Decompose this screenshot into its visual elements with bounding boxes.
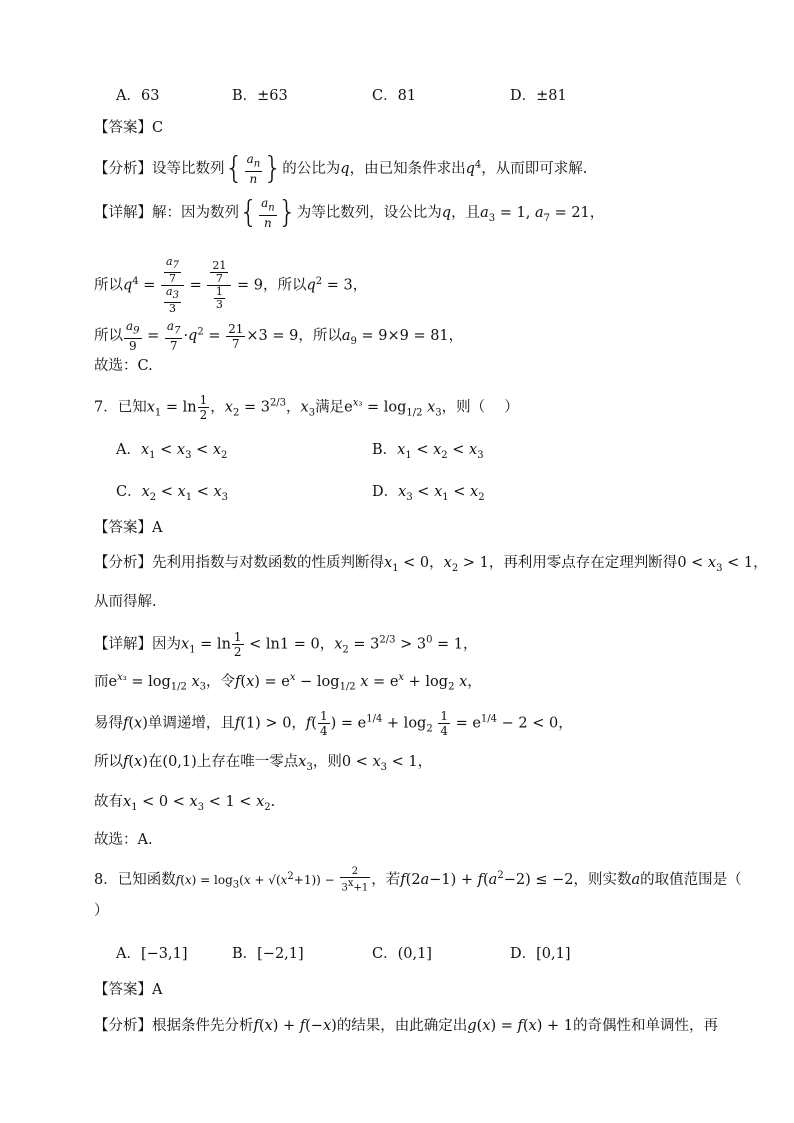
q6-answer: 【答案】C [94, 120, 164, 136]
q8-option-d: D．[0,1] [510, 946, 571, 962]
q8-option-a: A．[−3,1] [116, 946, 188, 962]
q8-option-c: C．(0,1] [372, 946, 432, 962]
q6-detail-line3: 所以 $\frac{a_9}{9}$ = $\frac{a_7}{7}$ $\cdot q^2$ = $\frac{21}{7}$ ×3 = 9，所以$a_9 = 9\times 9 = 81$， [94, 319, 464, 354]
q7-detail-line5: 故有$x_1 < 0 < x_3 < 1 < x_2$. [94, 794, 276, 813]
q6-option-b: B．±63 [232, 88, 288, 104]
q6-detail: 【详解】解：因为数列{ $\frac{a_n}{n}$ }为等比数列，设公比为q，且$a_3 = 1$, $a_7 = 21$， [94, 195, 605, 231]
q7-analysis: 【分析】先利用指数与对数函数的性质判断得$x_1 < 0$，$x_2 > 1$，再利用零点存在定理判断得$0 < x_3 < 1$， [94, 555, 768, 574]
q6-option-a: A．63 [116, 88, 160, 104]
q6-analysis: 【分析】设等比数列{ $\frac{a_n}{n}$ }的公比为q，由已知条件求出$q^4$，从而即可求解. [94, 151, 588, 187]
q6-choose: 故选：C. [94, 358, 153, 374]
q7-detail-line2: 而$e^{x_3} = \log_{1/2} x_3$，令$f(x) = e^x - \log_{1/2} x = e^x + \log_2 x$， [94, 672, 482, 693]
q7-detail: 【详解】因为$x_1 = \ln$ $\frac{1}{2}$ < ln1 = 0，$x_2 = 3^{2/3} > 3^0 = 1$， [94, 630, 478, 659]
q7-stem: 7．已知$x_1 = \ln$ $\frac{1}{2}$ ，$x_2 = 3^{2/3}$，$x_3$满足$e^{x_3} = \log_{1/2} x_3$，则（ ） [94, 393, 519, 422]
q7-answer: 【答案】A [94, 520, 163, 536]
q7-detail-line3: 易得f(x)单调递增，且f(1) > 0，f( $\frac{1}{4}$ ) = $e^{1/4} + \log_2$ $\frac{1}{4}$ = $e^{1/4} - 2 < 0$， [94, 709, 573, 738]
q7-detail-line4: 所以f(x)在(0,1)上存在唯一零点$x_3$，则$0 < x_3 < 1$， [94, 754, 433, 773]
q7-option-d: D．$x_3 < x_1 < x_2$ [372, 484, 485, 503]
q8-analysis: 【分析】根据条件先分析f(x) + f(−x)的结果，由此确定出g(x) = f(x) + 1的奇偶性和单调性，再 [94, 1018, 718, 1034]
q8-stem-cont: ） [94, 903, 109, 919]
q7-analysis-cont: 从而得解. [94, 594, 157, 610]
q8-option-b: B．[−2,1] [232, 946, 304, 962]
analysis-label: 【分析】 [94, 161, 152, 178]
q6-option-c: C．81 [372, 88, 417, 104]
q6-detail-line2: 所以$q^4$ = $\frac{\frac{a_7}{7}}{\frac{a_3}{3}}$ = $\frac{\frac{21}{7}}{\frac{1}{3}}$ = 9，所以$q^2 = 3$， [94, 255, 368, 316]
q7-option-a: A．$x_1 < x_3 < x_2$ [116, 442, 228, 461]
q6-option-d: D．±81 [510, 88, 567, 104]
q7-choose: 故选：A. [94, 832, 153, 848]
q7-option-b: B．$x_1 < x_2 < x_3$ [372, 442, 484, 461]
q8-answer: 【答案】A [94, 982, 163, 998]
q7-option-c: C．$x_2 < x_1 < x_3$ [116, 484, 229, 503]
detail-label: 【详解】 [94, 205, 152, 222]
q8-stem: 8．已知函数$f(x) = \log_3(x + √(x^2+1))$ − $\frac{2}{3^x+1}$ ，若$f(2a-1) + f(a^2-2) \le -2$，则实数a的取值范围是（ [94, 866, 742, 894]
